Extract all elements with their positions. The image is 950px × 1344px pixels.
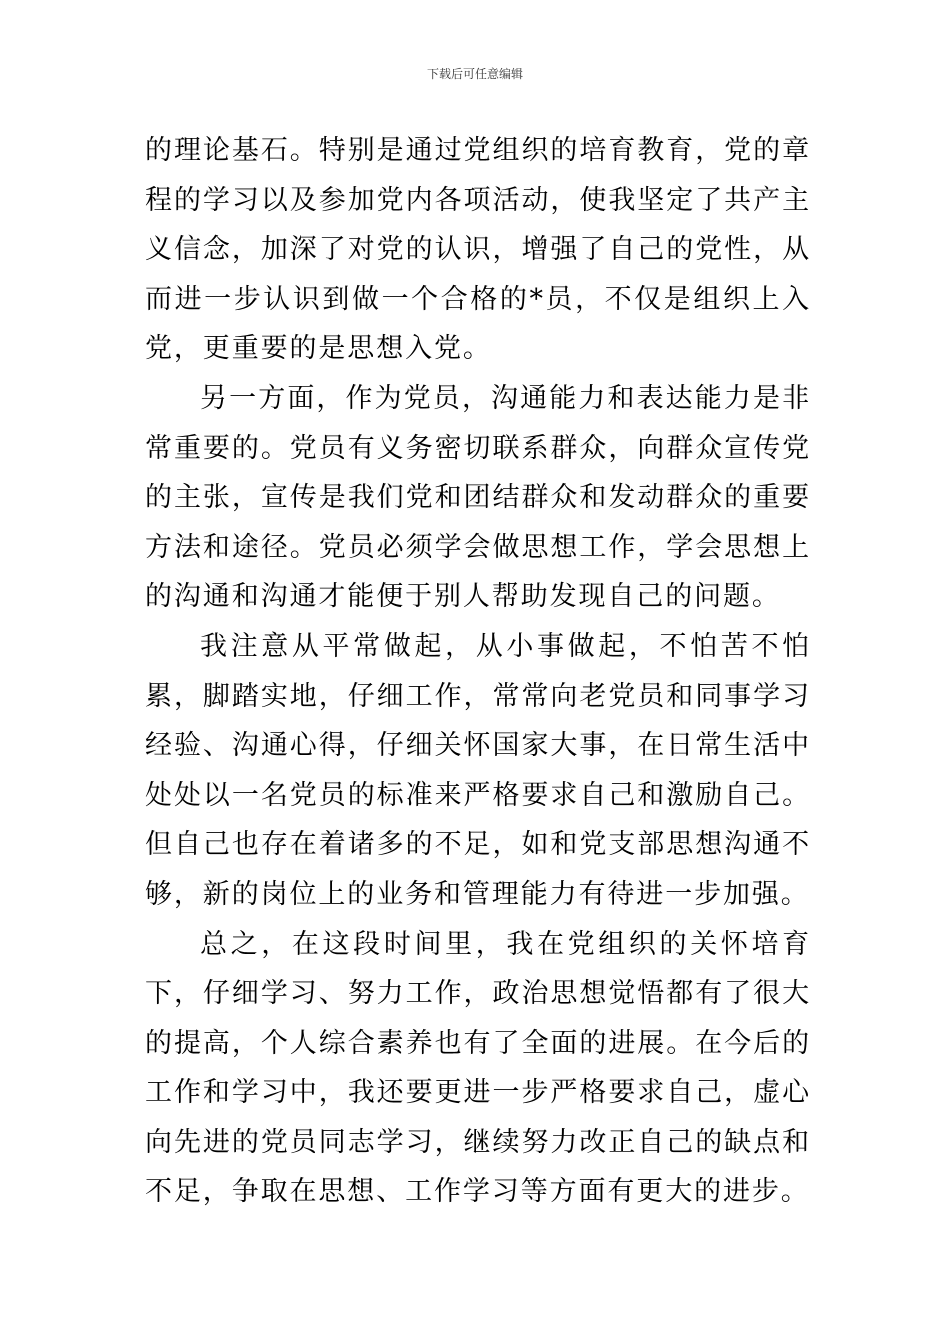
paragraph-conclusion: 总之，在这段时间里，我在党组织的关怀培育下，仔细学习、努力工作，政治思想觉悟都有了很大的提高，个人综合素养也有了全面的进展。在今后的工作和学习中，我还要更进一步严格要求自己，虚心向先进的党员同志学习，继续努力改正自己的缺点和不足，争取在思想、工作学习等方面有更大的进步。: [145, 928, 811, 1208]
paragraph-daily-work: 我注意从平常做起，从小事做起，不怕苦不怕累，脚踏实地，仔细工作，常常向老党员和同事学习经验、沟通心得，仔细关怀国家大事，在日常生活中处处以一名党员的标准来严格要求自己和激励自己。但自己也存在着诸多的不足，如和党支部思想沟通不够，新的岗位上的业务和管理能力有待进一步加强。: [145, 630, 811, 910]
page-header-note: 下载后可任意编辑: [426, 67, 523, 81]
paragraph-continuation: 的理论基石。特别是通过党组织的培育教育，党的章程的学习以及参加党内各项活动，使我坚定了共产主义信念，加深了对党的认识，增强了自己的党性，从而进一步认识到做一个合格的*员，不仅是组织上入党，更重要的是思想入党。: [145, 135, 811, 365]
paragraph-communication: 另一方面，作为党员，沟通能力和表达能力是非常重要的。党员有义务密切联系群众，向群众宣传党的主张，宣传是我们党和团结群众和发动群众的重要方法和途径。党员必须学会做思想工作，学会思想上的沟通和沟通才能便于别人帮助发现自己的问题。: [145, 382, 811, 613]
document-body: [145, 126, 811, 1217]
